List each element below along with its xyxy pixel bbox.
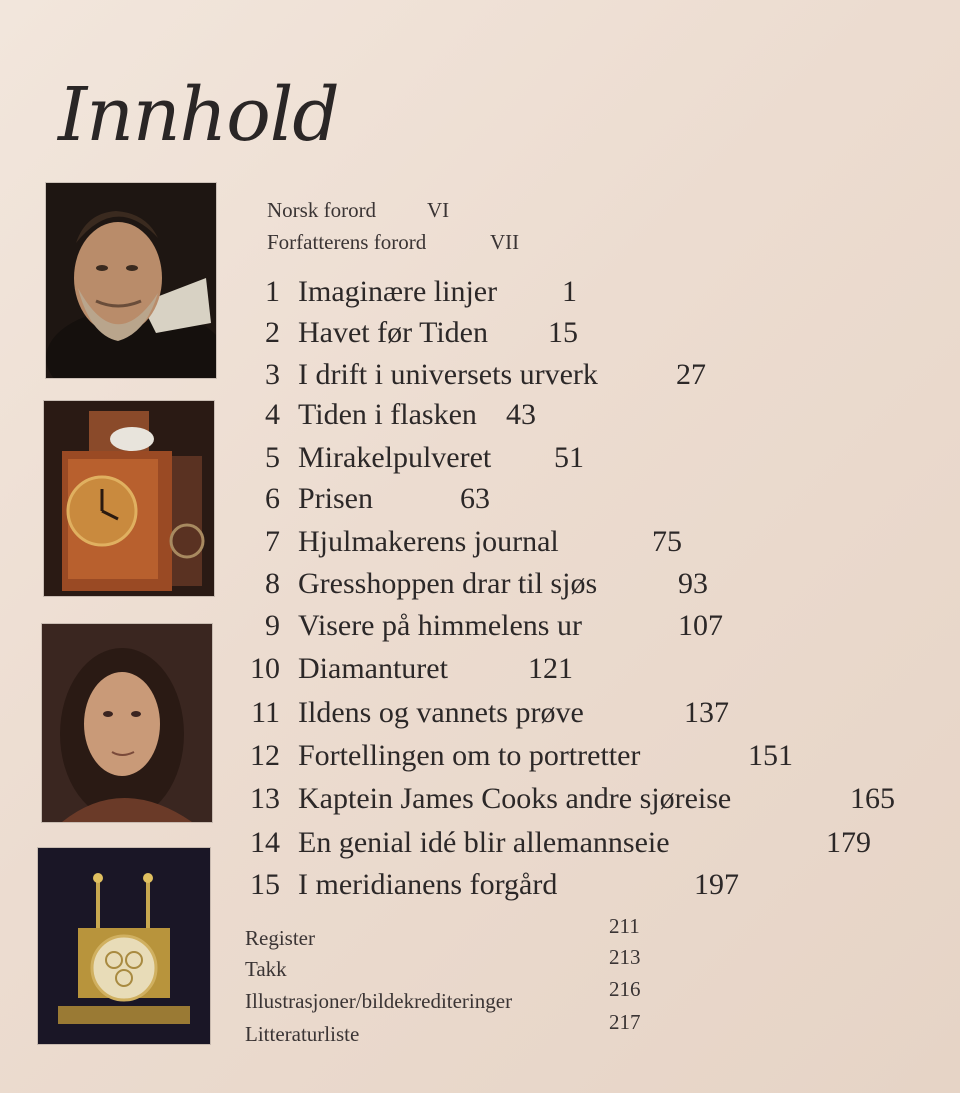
chapter-title: Ildens og vannets prøve — [298, 696, 584, 729]
back-matter-label: Illustrasjoner/bildekrediteringer — [245, 989, 513, 1013]
chapter-row — [265, 482, 490, 516]
portrait-bearded-man-image — [46, 183, 216, 378]
chapter-row — [265, 567, 708, 601]
chapter-row — [265, 316, 578, 350]
chapter-number: 13 — [250, 782, 280, 815]
chapter-page: 137 — [684, 696, 729, 729]
chapter-row — [250, 739, 793, 773]
chapter-row — [265, 441, 584, 475]
front-matter-label: Norsk forord — [267, 198, 377, 222]
front-matter-label: Forfatterens forord — [267, 230, 427, 254]
chapter-number: 3 — [265, 358, 280, 391]
chapter-page: 27 — [676, 358, 706, 391]
chapter-number: 15 — [250, 868, 280, 901]
chapter-page: 51 — [554, 441, 584, 474]
chapter-row — [251, 696, 729, 730]
back-matter-row — [245, 977, 641, 1014]
back-matter-label: Litteraturliste — [245, 1022, 360, 1046]
chapter-title: Visere på himmelens ur — [298, 609, 582, 642]
chapter-page: 43 — [506, 398, 536, 431]
chapter-page: 107 — [678, 609, 723, 642]
chapter-page: 121 — [528, 652, 573, 685]
chronometer-image — [38, 848, 210, 1044]
front-matter-page: VII — [490, 230, 520, 254]
chapter-page: 179 — [826, 826, 871, 859]
chapter-title: Fortellingen om to portretter — [298, 739, 641, 772]
chapter-title: Kaptein James Cooks andre sjøreise — [298, 782, 732, 815]
chapter-number: 12 — [250, 739, 280, 772]
chapter-title: I meridianens forgård — [298, 868, 558, 901]
chapter-title: Hjulmakerens journal — [298, 525, 559, 558]
chapter-row — [250, 652, 573, 686]
chapter-number: 10 — [250, 652, 280, 685]
chapter-title: Tiden i flasken — [298, 398, 477, 431]
chapter-row — [250, 782, 895, 816]
clock-image — [44, 401, 214, 596]
front-matter-page: VI — [427, 198, 450, 222]
chapter-number: 11 — [251, 696, 280, 729]
chapter-number: 4 — [265, 398, 280, 431]
front-matter-row — [267, 198, 450, 223]
chapter-page: 63 — [460, 482, 490, 515]
chapter-number: 2 — [265, 316, 280, 349]
back-matter-row — [245, 945, 641, 982]
back-matter-page: 217 — [609, 1010, 641, 1034]
chapter-number: 5 — [265, 441, 280, 474]
chapter-title: Havet før Tiden — [298, 316, 488, 349]
chapter-row — [250, 826, 871, 860]
chapter-row — [265, 275, 577, 309]
chapter-page: 93 — [678, 567, 708, 600]
chapter-number: 9 — [265, 609, 280, 642]
chapter-number: 1 — [265, 275, 280, 308]
back-matter-page: 213 — [609, 945, 641, 969]
chapter-page: 151 — [748, 739, 793, 772]
chapter-title: Mirakelpulveret — [298, 441, 492, 474]
back-matter-row — [245, 914, 640, 951]
chapter-page: 197 — [694, 868, 739, 901]
chapter-title: Gresshoppen drar til sjøs — [298, 567, 598, 600]
chapter-page: 165 — [850, 782, 895, 815]
chapter-page: 75 — [652, 525, 682, 558]
chapter-row — [265, 609, 723, 643]
chapter-row — [265, 358, 706, 392]
chapter-number: 14 — [250, 826, 280, 859]
chapter-row — [250, 868, 739, 902]
page-title: Innhold — [58, 72, 339, 158]
front-matter-row — [267, 230, 520, 255]
back-matter-label: Register — [245, 926, 315, 950]
chapter-title: Imaginære linjer — [298, 275, 498, 308]
chapter-number: 7 — [265, 525, 280, 558]
chapter-page: 1 — [562, 275, 577, 308]
chapter-row — [265, 525, 682, 559]
back-matter-page: 216 — [609, 977, 641, 1001]
chapter-title: Diamanturet — [298, 652, 448, 685]
chapter-title: Prisen — [298, 482, 373, 515]
portrait-long-haired-man-image — [42, 624, 212, 822]
chapter-number: 8 — [265, 567, 280, 600]
back-matter-label: Takk — [245, 957, 287, 981]
chapter-title: En genial idé blir allemannseie — [298, 826, 670, 859]
chapter-row — [265, 398, 536, 432]
chapter-page: 15 — [548, 316, 578, 349]
chapter-number: 6 — [265, 482, 280, 515]
back-matter-page: 211 — [609, 914, 640, 938]
back-matter-row — [245, 1010, 641, 1047]
chapter-title: I drift i universets urverk — [298, 358, 598, 391]
